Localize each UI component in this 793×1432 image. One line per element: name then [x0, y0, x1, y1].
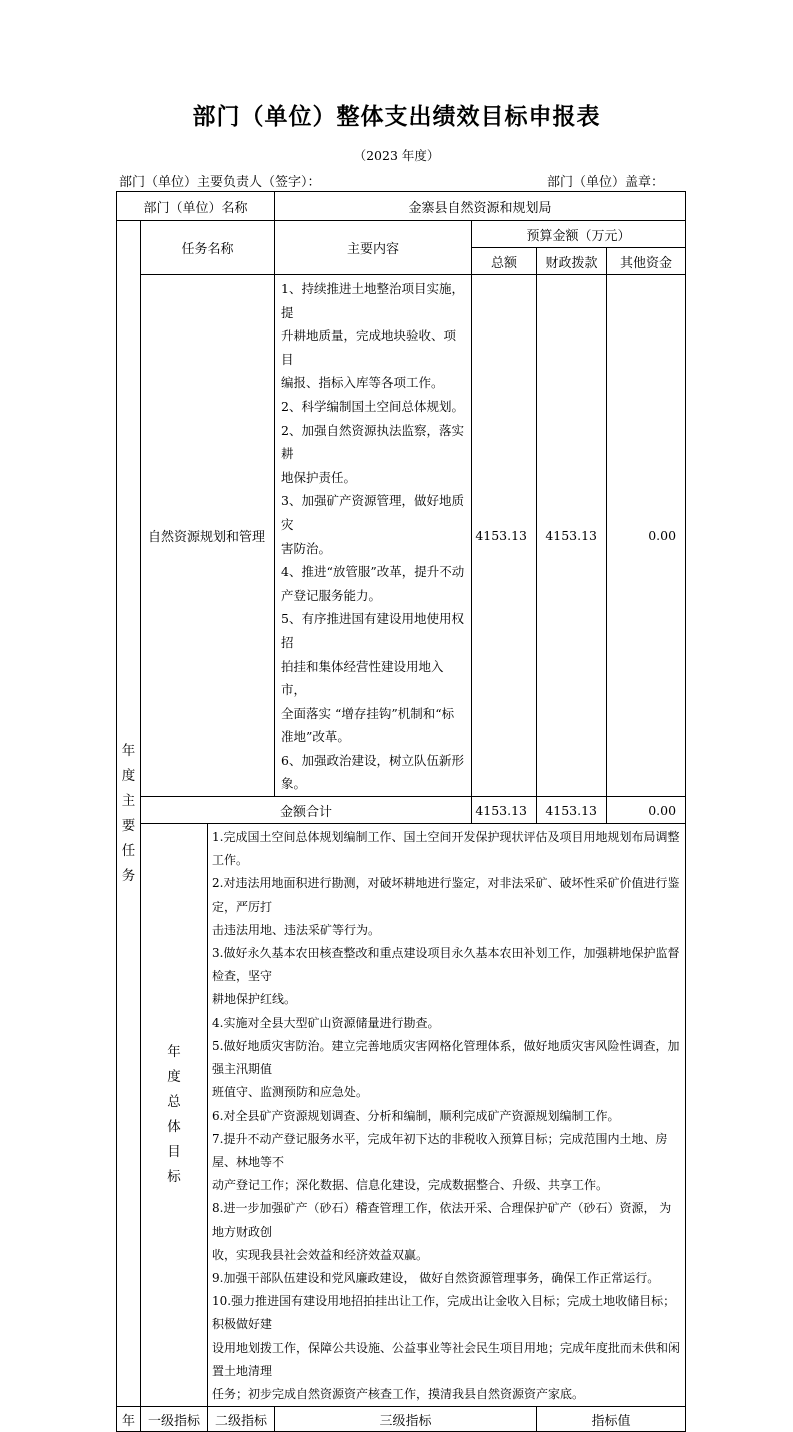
sum-total: 4153.13 — [472, 797, 537, 824]
other-header: 其他资金 — [607, 248, 686, 275]
dept-name-label: 部门（单位）名称 — [117, 192, 275, 221]
task-other: 0.00 — [607, 275, 686, 797]
level1-header: 一级指标 — [141, 1407, 208, 1432]
sum-row — [117, 797, 686, 824]
sum-label: 金额合计 — [141, 797, 472, 824]
annual-tasks-label: 年 度 主 要 任 务 — [117, 221, 141, 1407]
task-header-row-1 — [117, 221, 686, 248]
dept-row — [117, 192, 686, 221]
task-total: 4153.13 — [472, 275, 537, 797]
page-title: 部门（单位）整体支出绩效目标申报表 — [192, 104, 601, 130]
goals-row — [117, 824, 686, 1407]
content-header: 主要内容 — [275, 221, 472, 275]
level3-header: 三级指标 — [275, 1407, 537, 1432]
responsible-signature-label: 部门（单位）主要负责人（签字）： — [119, 175, 321, 190]
indicator-year-label: 年 — [117, 1407, 141, 1432]
annual-goals-label: 年 度 总 体 目 标 — [141, 824, 208, 1407]
seal-label: 部门（单位）盖章： — [547, 175, 665, 190]
annual-goals-content: 1.完成国土空间总体规划编制工作、国土空间开发保护现状评估及项目用地规划布局调整工作。 2.对违法用地面积进行勘测，对破坏耕地进行鉴定，对非法采矿、破坏性采矿价值进行鉴定，严厉打 击违法用地、违法采矿等行为。 3.做好永久基本农田核查整改和重点建设项目永久基本农田补划工作，加强耕地保护监督检查，坚守 耕地保护红线。 4.实施对全县大型矿山资源储量进行勘查。 5.做好地质灾害防治。建立完善地质灾害网格化管理体系，做好地质灾害风险性调查，加强主汛期值 班值守、监测预防和应急处。 6.对全县矿产资源规划调查、分析和编制，顺利完成矿产资源规划编制工作。 7.提升不动产登记服务水平，完成年初下达的非税收入预算目标；完成范围内土地、房屋、林地等不 动产登记工作；深化数据、信息化建设，完成数据整合、升级、共享工作。 8.进一步加强矿产（砂石）稽查管理工作，依法开采、合理保护矿产（砂石）资源， 为地方财政创 收，实现我县社会效益和经济效益双赢。 9.加强干部队伍建设和党风廉政建设， 做好自然资源管理事务，确保工作正常运行。 10.强力推进国有建设用地招拍挂出让工作，完成出让金收入目标；完成土地收储目标；积极做好建 设用地划拨工作，保障公共设施、公益事业等社会民生项目用地；完成年度批而未供和闲置土地清理 任务；初步完成自然资源资产核查工作，摸清我县自然资源资产家底。 — [208, 824, 686, 1407]
indicator-header-row — [117, 1407, 686, 1432]
dept-name-value: 金寨县自然资源和规划局 — [275, 192, 686, 221]
task-name-header: 任务名称 — [141, 221, 275, 275]
performance-table — [116, 191, 686, 1432]
fiscal-header: 财政拨款 — [537, 248, 607, 275]
sum-other: 0.00 — [607, 797, 686, 824]
task-name: 自然资源规划和管理 — [141, 275, 275, 797]
indicator-value-header: 指标值 — [537, 1407, 686, 1432]
total-header: 总额 — [472, 248, 537, 275]
sum-fiscal: 4153.13 — [537, 797, 607, 824]
task-row — [117, 275, 686, 797]
budget-header: 预算金额（万元） — [472, 221, 686, 248]
report-year: （2023 年度） — [353, 148, 440, 163]
task-content: 1、持续推进土地整治项目实施，提 升耕地质量，完成地块验收、项目 编报、指标入库等各项工作。 2、科学编制国土空间总体规划。 2、加强自然资源执法监察，落实耕 地保护责任。 3、加强矿产资源管理，做好地质灾 害防治。 4、推进“放管服”改革，提升不动 产登记服务能力。 5、有序推进国有建设用地使用权招 拍挂和集体经营性建设用地入市， 全面落实 “增存挂钩”机制和“标 准地”改革。 6、加强政治建设，树立队伍新形象。 — [275, 275, 472, 797]
level2-header: 二级指标 — [208, 1407, 275, 1432]
task-fiscal: 4153.13 — [537, 275, 607, 797]
